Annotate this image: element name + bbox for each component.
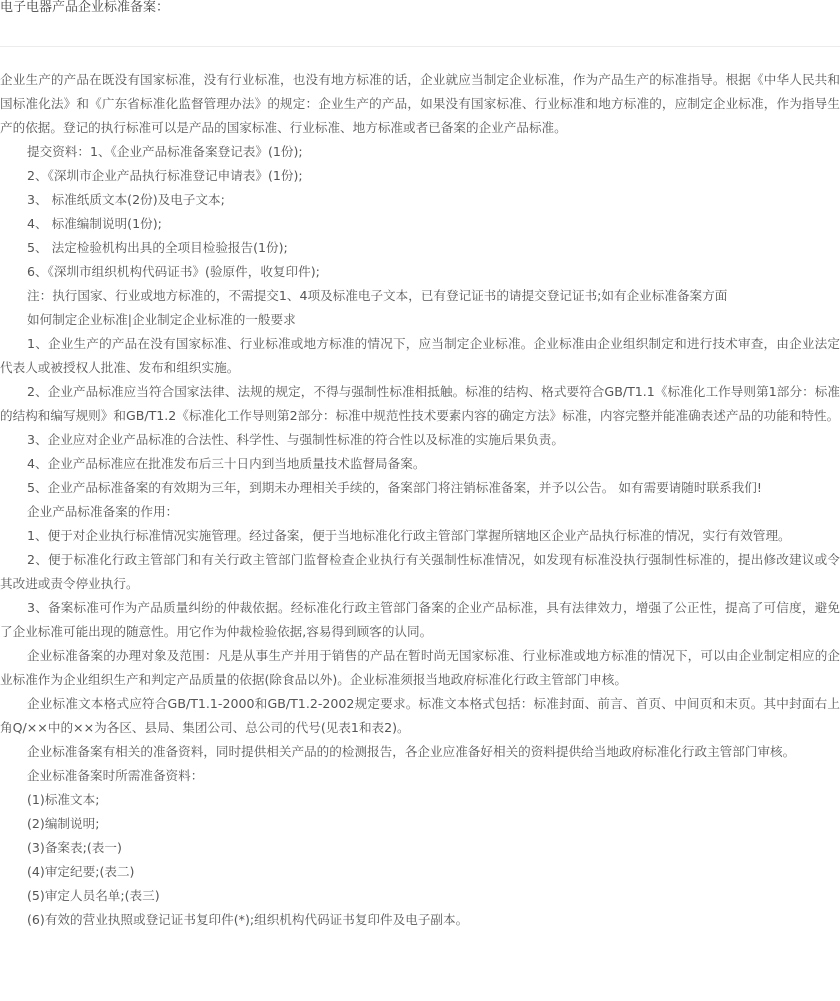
article-paragraph: 2、企业产品标准应当符合国家法律、法规的规定，不得与强制性标准相抵触。标准的结构、格式要符合GB/T1.1《标准化工作导则第1部分：标准的结构和编写规则》和GB/T1.2《标准化工作导则第2部分：标准中规范性技术要素内容的确定方法》标准，内容完整并能准确表述产品的功能和特性。 bbox=[0, 384, 840, 423]
article-paragraph: (5)审定人员名单;(表三) bbox=[27, 888, 160, 903]
article-paragraph: 3、 标准纸质文本(2份)及电子文本; bbox=[27, 192, 225, 207]
article-paragraph: 5、企业产品标准备案的有效期为三年，到期未办理相关手续的，备案部门将注销标准备案，并予以公告。 如有需要请随时联系我们! bbox=[27, 480, 762, 495]
article-paragraph: 企业生产的产品在既没有国家标准，没有行业标准，也没有地方标准的话，企业就应当制定企业标准，作为产品生产的标准指导。根据《中华人民共和国标准化法》和《广东省标准化监督管理办法》的规定：企业生产的产品，如果没有国家标准、行业标准和地方标准的，应制定企业标准，作为指导生产的依据。登记的执行标准可以是产品的国家标准、行业标准、地方标准或者已备案的企业产品标准。 bbox=[0, 72, 840, 135]
article-paragraph: 3、备案标准可作为产品质量纠纷的仲裁依据。经标准化行政主管部门备案的企业产品标准，具有法律效力，增强了公正性，提高了可信度，避免了企业标准可能出现的随意性。用它作为仲裁检验依据,容易得到顾客的认同。 bbox=[0, 600, 840, 639]
page-title: 电子电器产品企业标准备案： bbox=[0, 0, 170, 15]
article-paragraph: 提交资料：1、《企业产品标准备案登记表》(1份); bbox=[27, 144, 303, 159]
article-paragraph: 企业标准文本格式应符合GB/T1.1-2000和GB/T1.2-2002规定要求。标准文本格式包括：标准封面、前言、首页、中间页和末页。其中封面右上角Q/××中的××为各区、县局、集团公司、总公司的代号(见表1和表2)。 bbox=[0, 696, 840, 735]
article-paragraph: 如何制定企业标准|企业制定企业标准的一般要求 bbox=[27, 312, 296, 327]
article-paragraph: 4、 标准编制说明(1份); bbox=[27, 216, 162, 231]
article-paragraph: 1、便于对企业执行标准情况实施管理。经过备案，便于当地标准化行政主管部门掌握所辖地区企业产品执行标准的情况，实行有效管理。 bbox=[27, 528, 791, 543]
article-paragraph: 6、《深圳市组织机构代码证书》(验原件，收复印件); bbox=[27, 264, 320, 279]
article-paragraph: 4、企业产品标准应在批准发布后三十日内到当地质量技术监督局备案。 bbox=[27, 456, 426, 471]
article-paragraph: (1)标准文本; bbox=[27, 792, 100, 807]
article-paragraph: (2)编制说明; bbox=[27, 816, 100, 831]
article-paragraph: 企业标准备案有相关的准备资料，同时提供相关产品的的检测报告，各企业应准备好相关的资料提供给当地政府标准化行政主管部门审核。 bbox=[27, 744, 796, 759]
article-paragraph: (3)备案表;(表一) bbox=[27, 840, 122, 855]
article-paragraph: 3、企业应对企业产品标准的合法性、科学性、与强制性标准的符合性以及标准的实施后果负责。 bbox=[27, 432, 564, 447]
article-paragraph: 企业标准备案的办理对象及范围：凡是从事生产并用于销售的产品在暂时尚无国家标准、行业标准或地方标准的情况下，可以由企业制定相应的企业标准作为企业组织生产和判定产品质量的依据(除食品以外)。企业标准须报当地政府标准化行政主管部门申核。 bbox=[0, 648, 840, 687]
article-paragraph: 2、《深圳市企业产品执行标准登记申请表》(1份); bbox=[27, 168, 303, 183]
article-body bbox=[0, 68, 840, 932]
article-paragraph: 企业标准备案时所需准备资料： bbox=[27, 768, 204, 783]
article-paragraph: (6)有效的营业执照或登记证书复印件(*);组织机构代码证书复印件及电子副本。 bbox=[27, 912, 469, 927]
article-paragraph: 企业产品标准备案的作用： bbox=[27, 504, 179, 519]
article-paragraph: 注：执行国家、行业或地方标准的，不需提交1、4项及标准电子文本，已有登记证书的请提交登记证书;如有企业标准备案方面 bbox=[27, 288, 728, 303]
title-divider bbox=[0, 46, 840, 47]
article-paragraph: (4)审定纪要;(表二) bbox=[27, 864, 135, 879]
article-paragraph: 1、企业生产的产品在没有国家标准、行业标准或地方标准的情况下，应当制定企业标准。企业标准由企业组织制定和进行技术审查，由企业法定代表人或被授权人批准、发布和组织实施。 bbox=[0, 336, 840, 375]
article-paragraph: 2、便于标准化行政主管部门和有关行政主管部门监督检查企业执行有关强制性标准情况，如发现有标准没执行强制性标准的，提出修改建议或令其改进或责令停业执行。 bbox=[0, 552, 840, 591]
article-paragraph: 5、 法定检验机构出具的全项目检验报告(1份); bbox=[27, 240, 288, 255]
